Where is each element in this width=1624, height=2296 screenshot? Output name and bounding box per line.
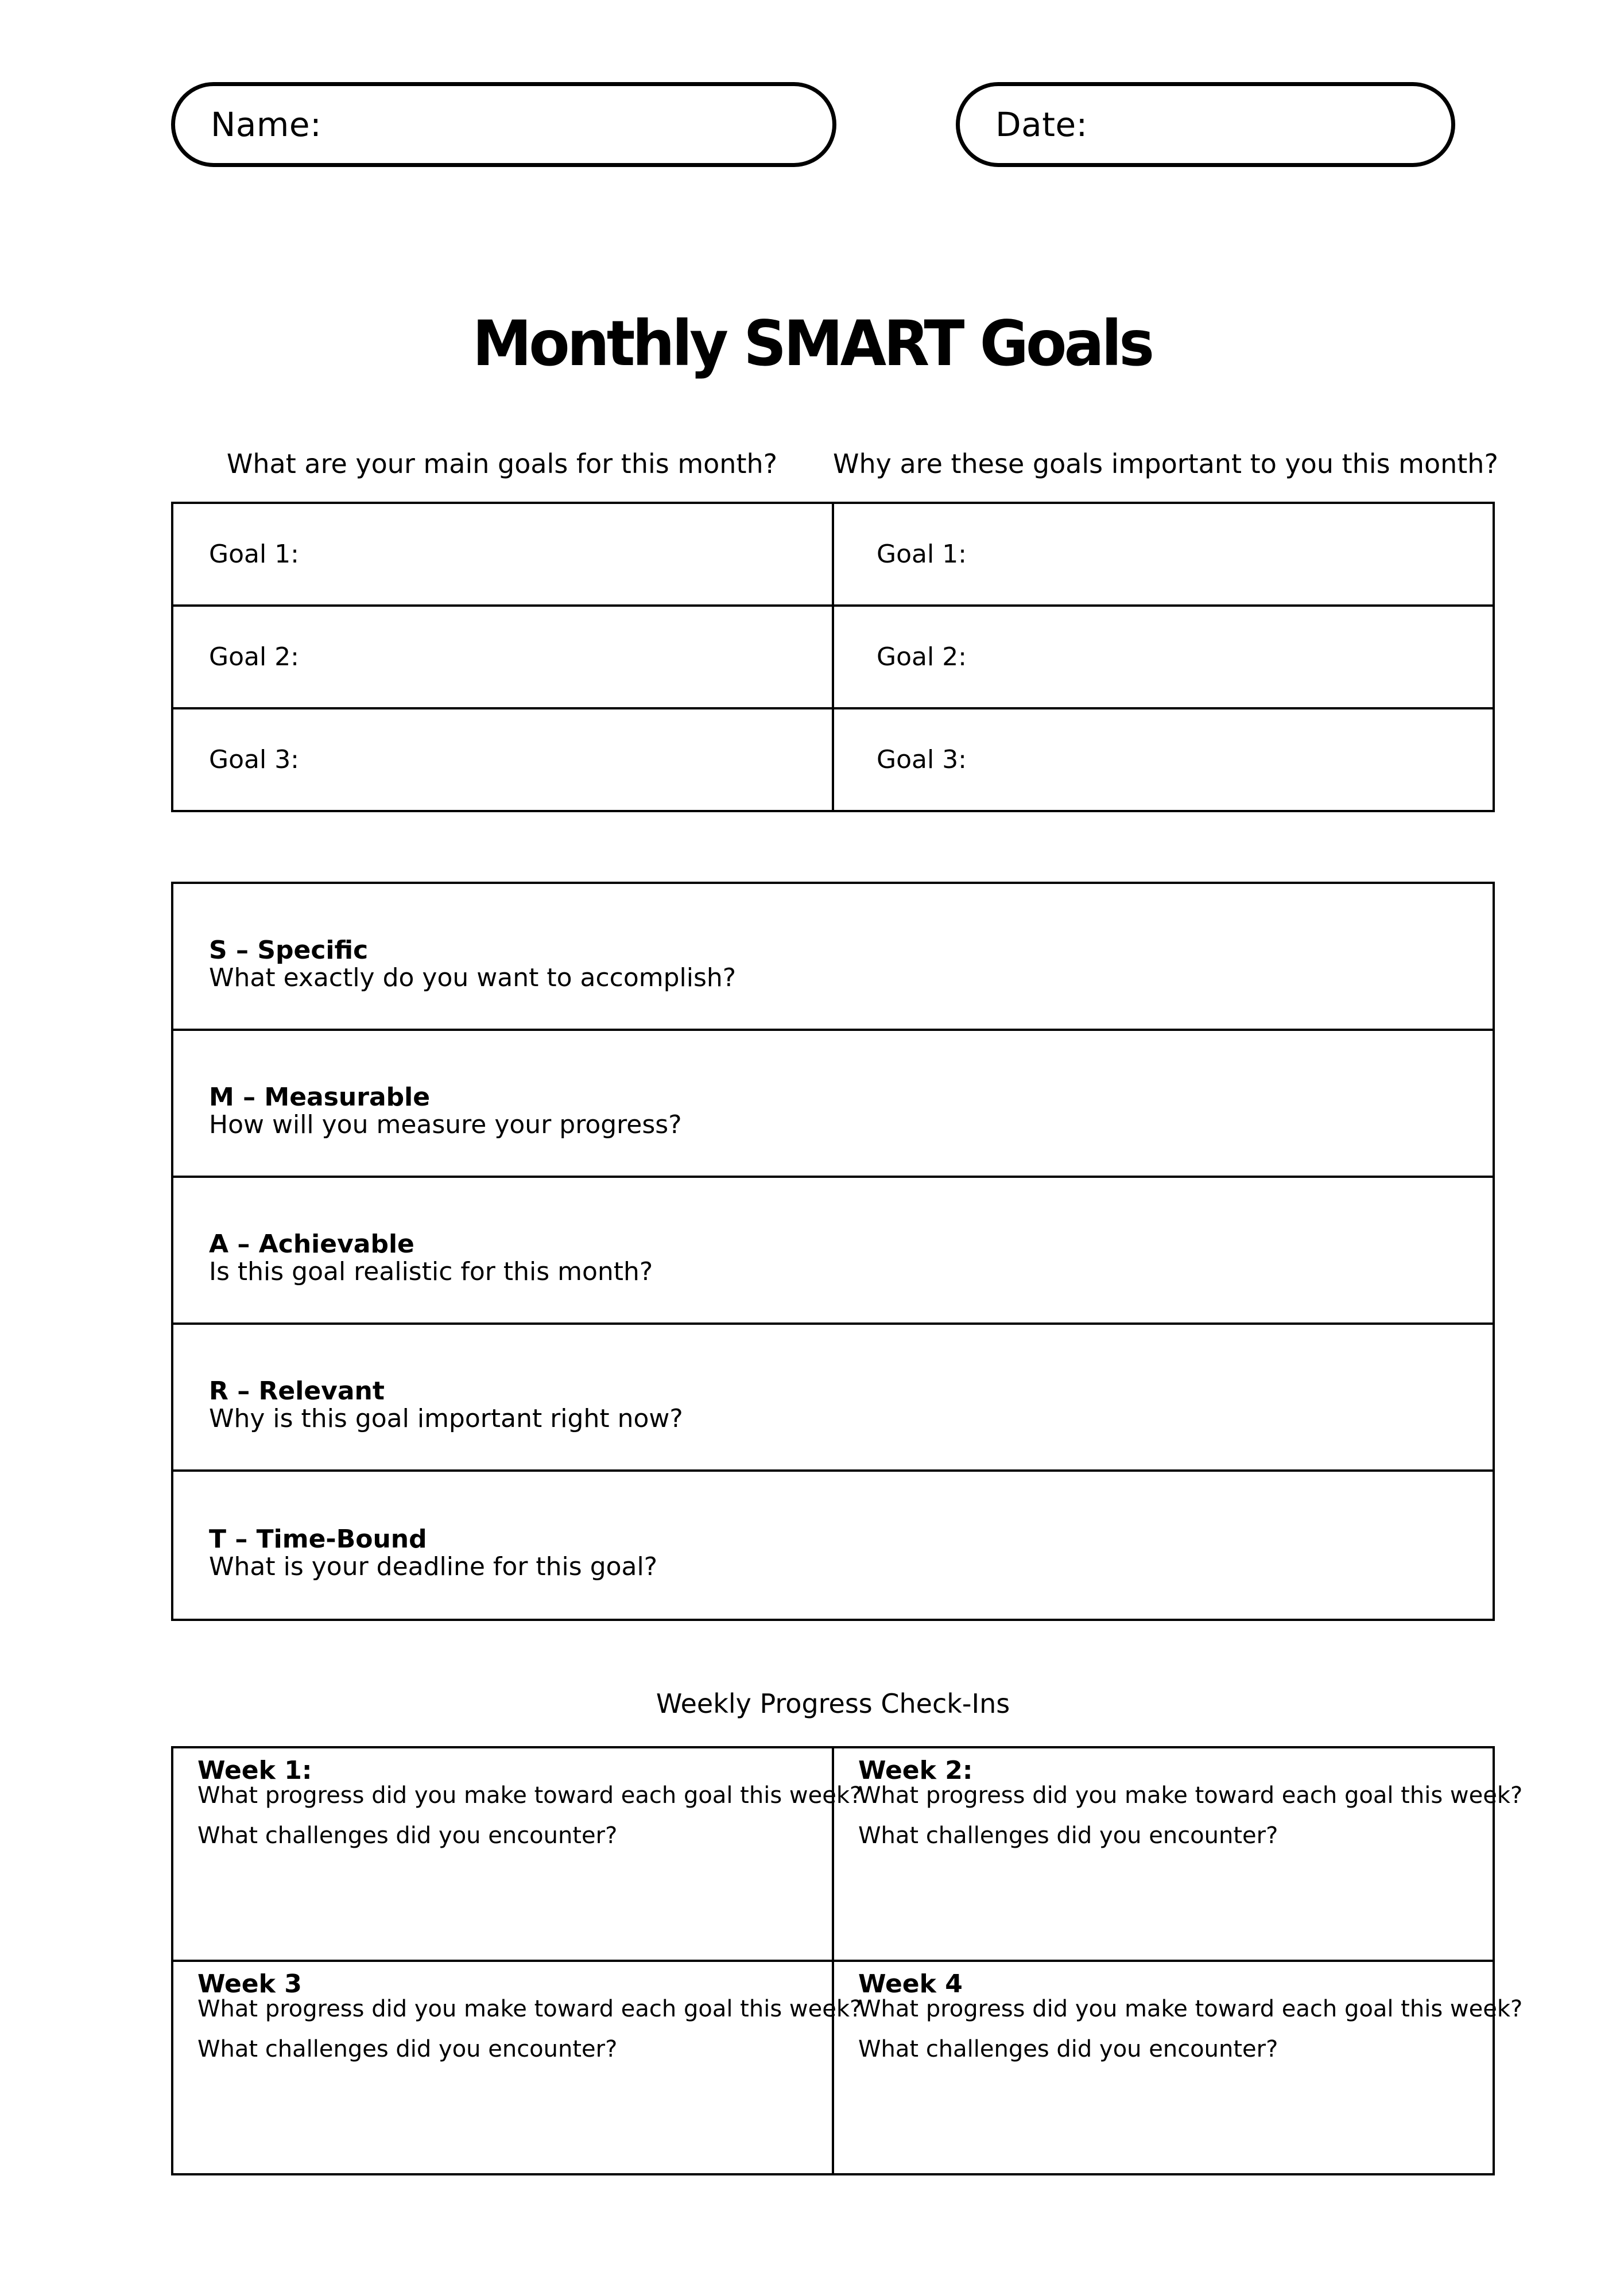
- goal-3-reason-cell[interactable]: Goal 3:: [833, 708, 1494, 811]
- week-label: Week 4: [858, 1969, 963, 1999]
- smart-row-specific[interactable]: [173, 884, 1493, 1031]
- week-challenges-question: What challenges did you encounter?: [197, 2036, 618, 2062]
- week-row: [172, 1961, 1494, 2174]
- smart-heading: T – Time-Bound: [209, 1525, 427, 1554]
- smart-row-relevant[interactable]: [173, 1325, 1493, 1472]
- goal-2-reason-cell[interactable]: Goal 2:: [833, 606, 1494, 708]
- goal-row: [172, 503, 1494, 606]
- goal-1-cell[interactable]: Goal 1:: [172, 503, 833, 606]
- goal-row: [172, 606, 1494, 708]
- smart-question: Why is this goal important right now?: [209, 1404, 683, 1433]
- goal-row: [172, 708, 1494, 811]
- smart-row-time-bound[interactable]: [173, 1472, 1493, 1619]
- smart-heading: S – Specific: [209, 936, 369, 965]
- week-3-cell[interactable]: [172, 1961, 862, 2174]
- date-label: Date:: [995, 105, 1088, 144]
- name-label: Name:: [211, 105, 322, 144]
- week-2-cell[interactable]: [833, 1747, 1523, 1961]
- goal-2-cell[interactable]: Goal 2:: [172, 606, 833, 708]
- smart-table: [171, 882, 1495, 1621]
- date-field[interactable]: [956, 82, 1455, 167]
- week-label: Week 3: [197, 1969, 302, 1999]
- smart-heading: A – Achievable: [209, 1230, 414, 1259]
- week-challenges-question: What challenges did you encounter?: [858, 1822, 1278, 1849]
- week-challenges-question: What challenges did you encounter?: [858, 2036, 1278, 2062]
- week-progress-question: What progress did you make toward each goal this week?: [197, 1996, 862, 2022]
- smart-question: What is your deadline for this goal?: [209, 1552, 658, 1581]
- smart-row-measurable[interactable]: [173, 1031, 1493, 1178]
- smart-question: How will you measure your progress?: [209, 1110, 682, 1139]
- goals-importance-question: Why are these goals important to you this month?: [833, 448, 1498, 479]
- smart-row-achievable[interactable]: [173, 1178, 1493, 1325]
- week-progress-question: What progress did you make toward each goal this week?: [197, 1782, 862, 1809]
- smart-heading: R – Relevant: [209, 1376, 385, 1406]
- name-field[interactable]: [171, 82, 836, 167]
- goals-table: [171, 502, 1495, 812]
- week-progress-question: What progress did you make toward each goal this week?: [858, 1782, 1523, 1809]
- smart-question: What exactly do you want to accomplish?: [209, 963, 737, 992]
- smart-heading: M – Measurable: [209, 1083, 431, 1112]
- week-row: [172, 1747, 1494, 1961]
- week-progress-question: What progress did you make toward each goal this week?: [858, 1996, 1523, 2022]
- smart-question: Is this goal realistic for this month?: [209, 1257, 653, 1286]
- week-label: Week 2:: [858, 1756, 973, 1785]
- main-goals-question: What are your main goals for this month?: [226, 448, 778, 479]
- week-label: Week 1:: [197, 1756, 312, 1785]
- goal-1-reason-cell[interactable]: Goal 1:: [833, 503, 1494, 606]
- goal-3-cell[interactable]: Goal 3:: [172, 708, 833, 811]
- weekly-section-title: Weekly Progress Check-Ins: [656, 1688, 1010, 1719]
- week-challenges-question: What challenges did you encounter?: [197, 1822, 618, 1849]
- page-title: Monthly SMART Goals: [472, 306, 1152, 381]
- week-4-cell[interactable]: [833, 1961, 1523, 2174]
- weekly-table: [171, 1746, 1523, 2175]
- week-1-cell[interactable]: [172, 1747, 862, 1961]
